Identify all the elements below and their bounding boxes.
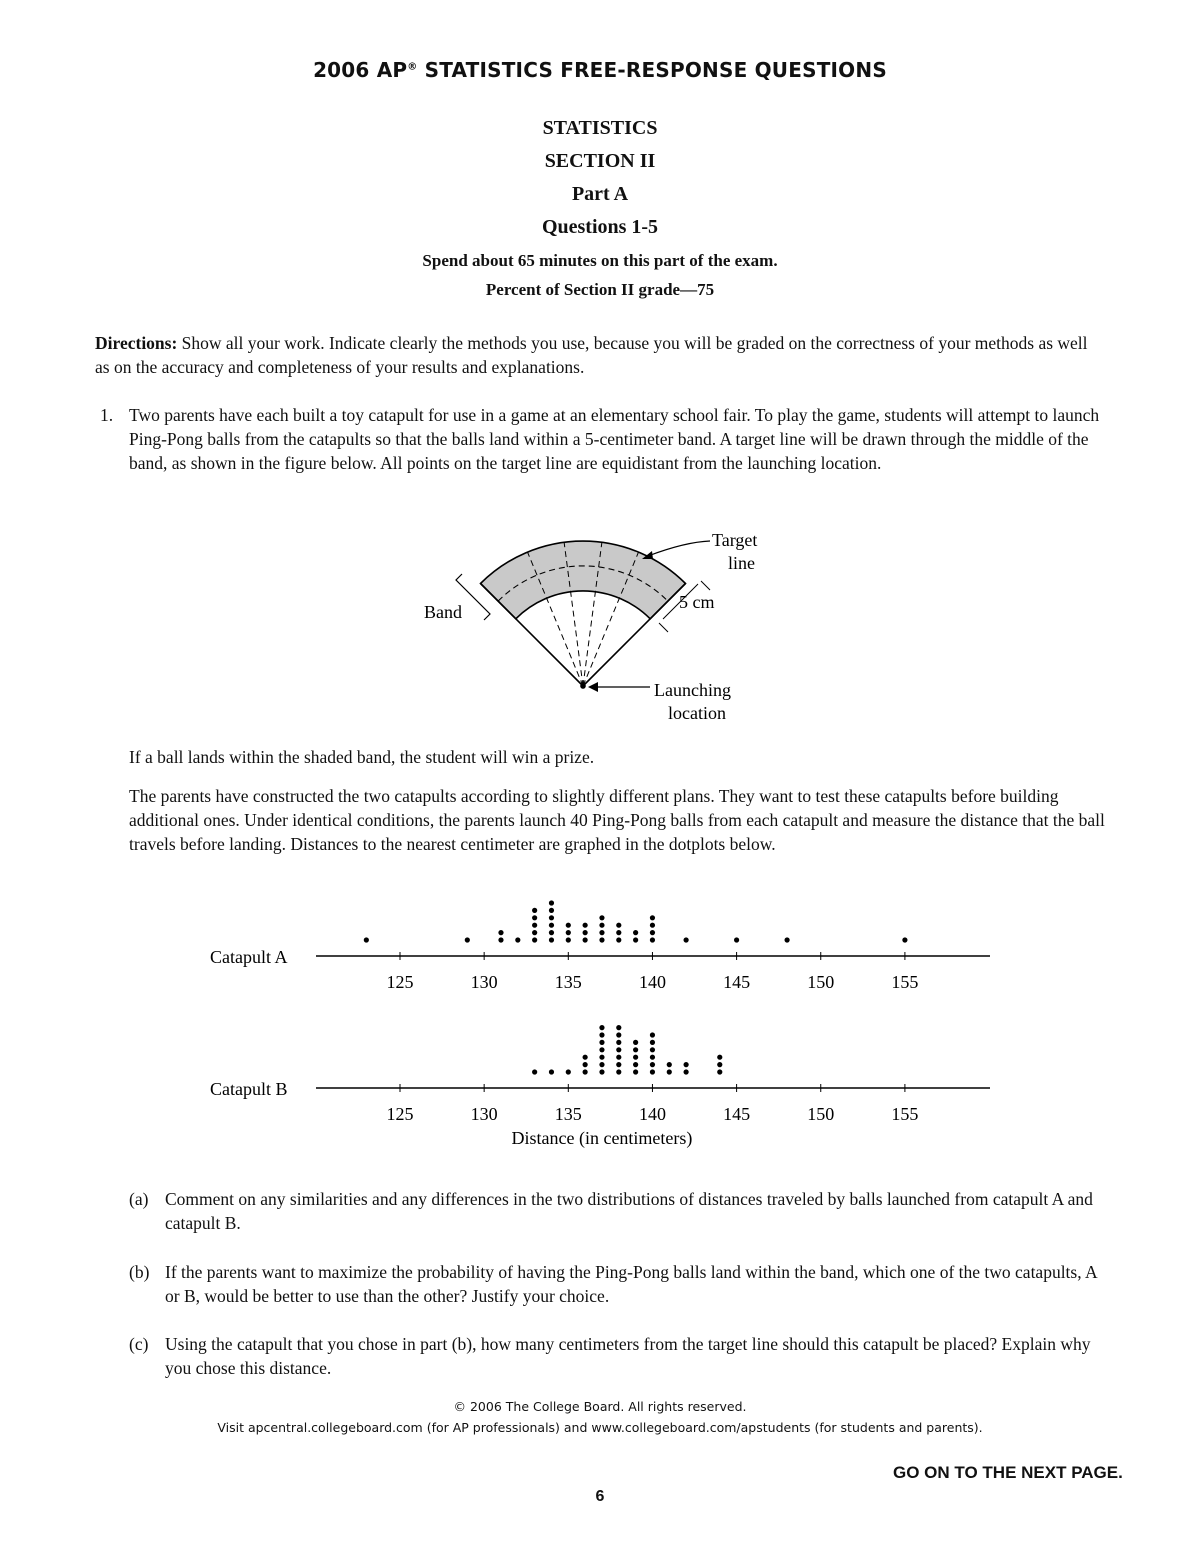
tick-label-1-145: 145 xyxy=(723,1104,751,1124)
dot-1-136-2 xyxy=(583,1055,588,1060)
dot-1-138-6 xyxy=(616,1025,621,1030)
dot-1-133-0 xyxy=(532,1069,537,1074)
dot-0-136-0 xyxy=(583,937,588,942)
dot-1-135-0 xyxy=(566,1069,571,1074)
tick-label-1-130: 130 xyxy=(470,1104,498,1124)
dot-1-140-2 xyxy=(650,1055,655,1060)
dot-0-134-0 xyxy=(549,937,554,942)
dot-0-134-5 xyxy=(549,900,554,905)
dot-0-133-2 xyxy=(532,923,537,928)
dot-0-133-1 xyxy=(532,930,537,935)
dot-0-138-0 xyxy=(616,937,621,942)
tick-label-1-155: 155 xyxy=(891,1104,919,1124)
target-label-2: line xyxy=(728,553,755,573)
shaded-band xyxy=(481,541,686,619)
tick-label-0-140: 140 xyxy=(638,972,666,992)
dot-0-138-2 xyxy=(616,923,621,928)
part-c-label: (c) xyxy=(129,1334,149,1354)
dot-1-139-2 xyxy=(633,1055,638,1060)
dot-0-138-1 xyxy=(616,930,621,935)
launch-label-1: Launching xyxy=(654,680,731,700)
dot-0-139-1 xyxy=(633,930,638,935)
dot-0-140-2 xyxy=(650,923,655,928)
dot-1-140-0 xyxy=(650,1069,655,1074)
page-header: 2006 AP® STATISTICS FREE-RESPONSE QUESTIONS xyxy=(313,58,887,82)
directions xyxy=(95,331,1105,379)
dot-0-133-3 xyxy=(532,915,537,920)
directions-label: Directions: xyxy=(95,333,178,353)
dot-0-137-3 xyxy=(599,915,604,920)
dot-0-132-0 xyxy=(515,937,520,942)
series-label-0: Catapult A xyxy=(210,947,288,967)
next-page-notice: GO ON TO THE NEXT PAGE. xyxy=(893,1463,1123,1482)
dot-1-138-4 xyxy=(616,1040,621,1045)
page-number: 6 xyxy=(595,1488,605,1505)
dot-1-138-5 xyxy=(616,1032,621,1037)
tick-label-1-125: 125 xyxy=(386,1104,414,1124)
tick-label-0-125: 125 xyxy=(386,972,414,992)
launch-label-2: location xyxy=(668,703,726,723)
directions-text: Show all your work. Indicate clearly the methods you use, because you will be graded on the correctness of your methods as well as on the accuracy and completeness of your results and explanations. xyxy=(95,333,1088,377)
dot-0-140-3 xyxy=(650,915,655,920)
dot-0-133-0 xyxy=(532,937,537,942)
dot-0-134-4 xyxy=(549,908,554,913)
part-label: Part A xyxy=(571,183,629,205)
dot-1-134-0 xyxy=(549,1069,554,1074)
dot-0-134-3 xyxy=(549,915,554,920)
dot-1-137-3 xyxy=(599,1047,604,1052)
dot-0-137-1 xyxy=(599,930,604,935)
part-a-label: (a) xyxy=(129,1189,149,1209)
dot-1-139-4 xyxy=(633,1040,638,1045)
series-label-1: Catapult B xyxy=(210,1079,288,1099)
dot-0-139-0 xyxy=(633,937,638,942)
dot-0-135-1 xyxy=(566,930,571,935)
question-1 xyxy=(95,403,1105,475)
tick-label-1-140: 140 xyxy=(638,1104,666,1124)
dot-1-138-3 xyxy=(616,1047,621,1052)
tick-label-1-135: 135 xyxy=(554,1104,582,1124)
dot-1-136-1 xyxy=(583,1062,588,1067)
part-b-text: If the parents want to maximize the probability of having the Ping-Pong balls land within the band, which one of the two catapults, A or B, would be better to use than the other? Justify your choice. xyxy=(165,1262,1097,1306)
dot-0-129-0 xyxy=(465,937,470,942)
dot-1-136-0 xyxy=(583,1069,588,1074)
dot-0-135-2 xyxy=(566,923,571,928)
dot-1-137-2 xyxy=(599,1055,604,1060)
dot-1-141-0 xyxy=(667,1069,672,1074)
dot-1-139-1 xyxy=(633,1062,638,1067)
dot-1-138-0 xyxy=(616,1069,621,1074)
dot-0-136-1 xyxy=(583,930,588,935)
dot-0-134-2 xyxy=(549,923,554,928)
footer xyxy=(0,1396,1200,1438)
time-instruction: Spend about 65 minutes on this part of the exam. xyxy=(422,251,778,270)
questions-range: Questions 1-5 xyxy=(541,216,659,238)
dot-1-140-1 xyxy=(650,1062,655,1067)
part-b-label: (b) xyxy=(129,1262,150,1282)
tick-label-1-150: 150 xyxy=(807,1104,835,1124)
dot-1-139-0 xyxy=(633,1069,638,1074)
dot-1-137-1 xyxy=(599,1062,604,1067)
dot-1-144-1 xyxy=(717,1062,722,1067)
part-a xyxy=(129,1187,1109,1235)
part-b xyxy=(129,1260,1109,1308)
dot-0-140-0 xyxy=(650,937,655,942)
dot-0-123-0 xyxy=(364,937,369,942)
tick-label-0-150: 150 xyxy=(807,972,835,992)
dot-1-138-1 xyxy=(616,1062,621,1067)
question-intro: Two parents have each built a toy catapult for use in a game at an elementary school fair. To play the game, students will attempt to launch Ping-Pong balls from the catapults so that the balls land within a 5-centimeter band. A target line will be drawn through the middle of the band, as shown in the figure below. All points on the target line are equidistant from the launching location. xyxy=(129,405,1100,473)
tick-label-0-155: 155 xyxy=(891,972,919,992)
visit-links: Visit apcentral.collegeboard.com (for AP professionals) and www.collegeboard.com/apstudents (for students and parents). xyxy=(217,1420,983,1435)
dot-1-137-0 xyxy=(599,1069,604,1074)
dot-1-139-3 xyxy=(633,1047,638,1052)
dot-1-137-6 xyxy=(599,1025,604,1030)
catapult-band-figure xyxy=(400,512,780,730)
dot-1-142-0 xyxy=(684,1069,689,1074)
tick-label-0-145: 145 xyxy=(723,972,751,992)
dot-1-142-1 xyxy=(684,1062,689,1067)
tick-label-0-130: 130 xyxy=(470,972,498,992)
dot-1-140-3 xyxy=(650,1047,655,1052)
dot-1-141-1 xyxy=(667,1062,672,1067)
dot-1-140-4 xyxy=(650,1040,655,1045)
width-label: 5 cm xyxy=(679,592,715,612)
dot-0-135-0 xyxy=(566,937,571,942)
dot-1-137-4 xyxy=(599,1040,604,1045)
copyright: © 2006 The College Board. All rights reserved. xyxy=(453,1399,747,1414)
dotplot-chart xyxy=(0,880,1200,1155)
dot-0-137-0 xyxy=(599,937,604,942)
dot-1-138-2 xyxy=(616,1055,621,1060)
section-number: SECTION II xyxy=(544,150,656,172)
dot-0-131-1 xyxy=(498,930,503,935)
dot-1-140-5 xyxy=(650,1032,655,1037)
dot-0-133-4 xyxy=(532,908,537,913)
subject-heading: STATISTICS xyxy=(542,117,658,139)
dot-0-148-0 xyxy=(784,937,789,942)
dot-0-142-0 xyxy=(684,937,689,942)
launch-point xyxy=(580,683,586,689)
part-a-text: Comment on any similarities and any differences in the two distributions of distances traveled by balls launched from catapult A and catapult B. xyxy=(165,1189,1093,1233)
part-c xyxy=(129,1332,1109,1380)
prize-text: If a ball lands within the shaded band, the student will win a prize. xyxy=(129,747,595,767)
setup-text: The parents have constructed the two catapults according to slightly different plans. They want to test these catapults before building additional ones. Under identical conditions, the parents launch 40 Ping-Pong balls from each catapult and measure the distance that the ball travels before landing. Distances to the nearest centimeter are graphed in the dotplots below. xyxy=(129,786,1105,854)
percent-of-grade: Percent of Section II grade—75 xyxy=(485,280,715,299)
dot-1-144-0 xyxy=(717,1069,722,1074)
dot-0-136-2 xyxy=(583,923,588,928)
target-label-1: Target xyxy=(712,530,758,550)
band-label: Band xyxy=(424,602,462,622)
dot-0-145-0 xyxy=(734,937,739,942)
dot-0-137-2 xyxy=(599,923,604,928)
dot-0-140-1 xyxy=(650,930,655,935)
dot-0-131-0 xyxy=(498,937,503,942)
dot-1-137-5 xyxy=(599,1032,604,1037)
question-number: 1. xyxy=(100,405,114,425)
dot-0-134-1 xyxy=(549,930,554,935)
section-heading xyxy=(0,112,1200,304)
target-line-arrow xyxy=(648,541,710,556)
tick-label-0-135: 135 xyxy=(554,972,582,992)
dot-0-155-0 xyxy=(902,937,907,942)
dot-1-144-2 xyxy=(717,1055,722,1060)
x-axis-label: Distance (in centimeters) xyxy=(511,1128,693,1148)
part-c-text: Using the catapult that you chose in part (b), how many centimeters from the target line should this catapult be placed? Explain why you chose this distance. xyxy=(165,1334,1091,1378)
